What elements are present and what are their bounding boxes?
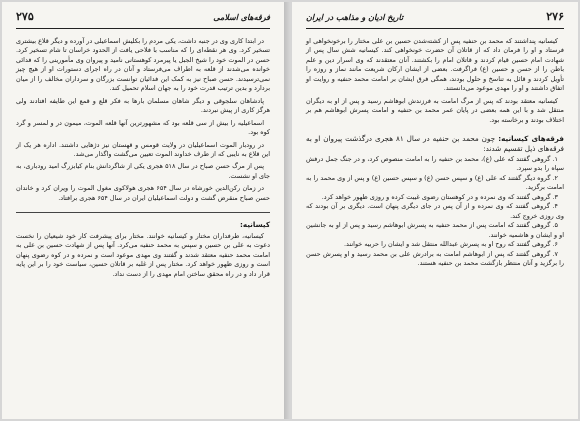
left-section-heading: کیسانیه: xyxy=(240,220,270,230)
right-page-header xyxy=(306,10,564,29)
list-item: ۶. گروهی گفتند که روح او به پسرش عبدالله منتقل شد و ایشان را حربیه خوانند. xyxy=(344,240,558,249)
left-final-paragraph: کیسانیه، طرفداران مختار و کیسانیه خوانند. مختار برای پیشرفت کار خود شیعیان را نخست دعوت به علی بن حسین و سپس به محمد حنفیه می‌کرد. آنها پس از شهادت حسین بن علی به امامت محمد حنفیه معتقد شدند و گفتند وی مهدی موعود است و نمرده و در کوه رضوی پنهان است و روزی ظهور خواهد کرد. مختار پس از غلبه بر قاتلان حسین، سیاست خود را بر این پایه قرار داد و در راه محقق ساختن امام مهدی را از دست نداد. xyxy=(16,231,270,278)
right-heading-label: فرقه‌های کیسانیه: xyxy=(498,134,564,144)
left-paragraph-3: اسماعیلیه را بیش از سی قلعه بود که مشهورترین آنها قلعه الموت، میمون در و لمسر و گرد کوه بود. xyxy=(16,118,270,137)
left-paragraph-5: پس از مرگ حسن صباح در سال ۵۱۸ هجری یکی از شاگردانش بنام کیابزرگ امید رودباری، به جای او نشست. xyxy=(16,162,270,180)
list-item: ۱. گروهی گفتند که علی (ع)، محمد بن حنفیه را به امامت منصوص کرد، و در جنگ جمل درفش سپاه را بدو سپرد. xyxy=(306,154,564,173)
left-paragraph-1: در ابتدا کاری وی در جنبه داشت، یکی مردم را بکلیش اسماعیلی در آورده و دیگر قلاع بیشتری تسخیر کرد. وی هر نقطه‌ای را که مناسب با فلاحی یافت از الحدود خراسان تا شام تسخیر کرد. حسن در الموت خود را شیخ الجبل یا پیرمرد کوهستانی نامید و پیروان وی مأمورینی را که فدائی خوانده می‌شدند از قلعه به اطراف می‌فرستاد و آنان در راه اجرای دستورات او از هیچ چیز نمی‌ترسیدند. حسن صباح نیز به کمک این فدائیان توانست بزرگان و سرداران مخالف را از میان بردارد و بدین ترتیب قدرت خود را به جهان اسلام تحمیل کند. xyxy=(16,37,270,93)
right-paragraph-2: کیسانیه معتقد بودند که پس از مرگ امامت به فرزندش ابوهاشم رسید و پس از او به دیگران منتقل شد و با این همه بعضی در پایان عمر محمد بن حنفیه و امامت پسرش ابوهاشم هم بر اختلاف بودند و برخاسته بود. xyxy=(306,96,564,124)
list-item: ۵. گروهی گفتند که امامت پس از محمد حنفیه به پسرش ابوهاشم رسید و پس از او به جانشین او و ایشان و هاشمیه خوانند. xyxy=(306,221,564,239)
list-item: ۷. گروهی گفتند که پس از ابوهاشم امامت به برادرش علی بن محمد رسید و او پسرش حسن را برگزید و آنان منتظر بازگشت محمد بن حنفیه هستند. xyxy=(306,249,564,267)
section-divider xyxy=(16,212,270,213)
left-paragraph-6: در زمان رکن‌الدین خورشاه در سال ۶۵۴ هجری هولاکوی مغول الموت را ویران کرد و خاندان حسن صباح منقرض گشت و دولت اسماعیلیان ایران در سال ۶۵۴ هجری برافتاد. xyxy=(16,184,270,202)
list-item: ۲. گروه دیگر گفتند که علی (ع) و سپس حسن (ع) و سپس حسین (ع) و پس از وی محمد را به امامت برگزید. xyxy=(306,173,564,192)
right-page-body xyxy=(306,37,564,268)
left-page-number: ۲۷۵ xyxy=(16,10,34,23)
left-page xyxy=(2,2,284,419)
left-paragraph-2: پادشاهان سلجوقی و دیگر شاهان مسلمان بارها به فکر قلع و قمع این طایفه افتادند ولی هرگز کاری از پیش نبردند. xyxy=(16,96,270,115)
left-page-header xyxy=(16,10,270,29)
left-paragraph-4: در رودبار الموت اسماعیلیان در ولایت قومس و قهستان نیز دژهایی داشتند. اداره هر یک از این قلاع به نایبی که از طرف خداوند الموت تعیین می‌گشت واگذار می‌شد. xyxy=(16,140,270,158)
list-item: ۴. گروهی گفتند که وی نمرده و از آن پس در جای دیگری پنهان است. دیگری بر آن بودند که وی روزی خروج کند. xyxy=(306,202,564,220)
left-page-body xyxy=(16,37,270,279)
right-page-number: ۲۷۶ xyxy=(546,10,564,23)
right-section-heading xyxy=(306,134,564,153)
right-page xyxy=(292,2,578,419)
right-heading-intro: چون محمد بن حنفیه در سال ۸۱ هجری درگذشت پیروان او به فرقه‌های ذیل تقسیم شدند: xyxy=(306,134,564,153)
list-item: ۳. گروهی گفتند که وی نمرده و در کوهستان رضوی غیبت کرده و روزی ظهور خواهد کرد. xyxy=(321,192,558,201)
right-paragraph-1: کیسانیه پنداشتند که محمد بن حنفیه پس از کشته‌شدن حسین بن علی مختار را برخونخواهی او فرستاد و او را فرمان داد که از قاتلان آن حضرت خونخواهی کند. کیسانیه شش سال پس از شهادت امام حسین قیام کردند و قاتلان امام را بکشتند. آنان معتقدند که وی اسرار دین و علم باطن را از حسن و حسین (ع) فراگرفت. بعضی از ایشان ارکان شریعت مانند نماز و روزه را تأویل کردند و قائل به تناسخ و حلول بودند، همگی فرق ایشان بر امامت محمد حنفیه و روایت او اتفاق داشتند و او را مهدی موعود می‌دانستند. xyxy=(306,37,564,93)
right-running-title: تاریخ ادیان و مذاهب در ایران xyxy=(306,12,404,22)
book-gutter xyxy=(284,2,290,419)
left-running-title: فرقه‌های اسلامی xyxy=(213,12,270,22)
